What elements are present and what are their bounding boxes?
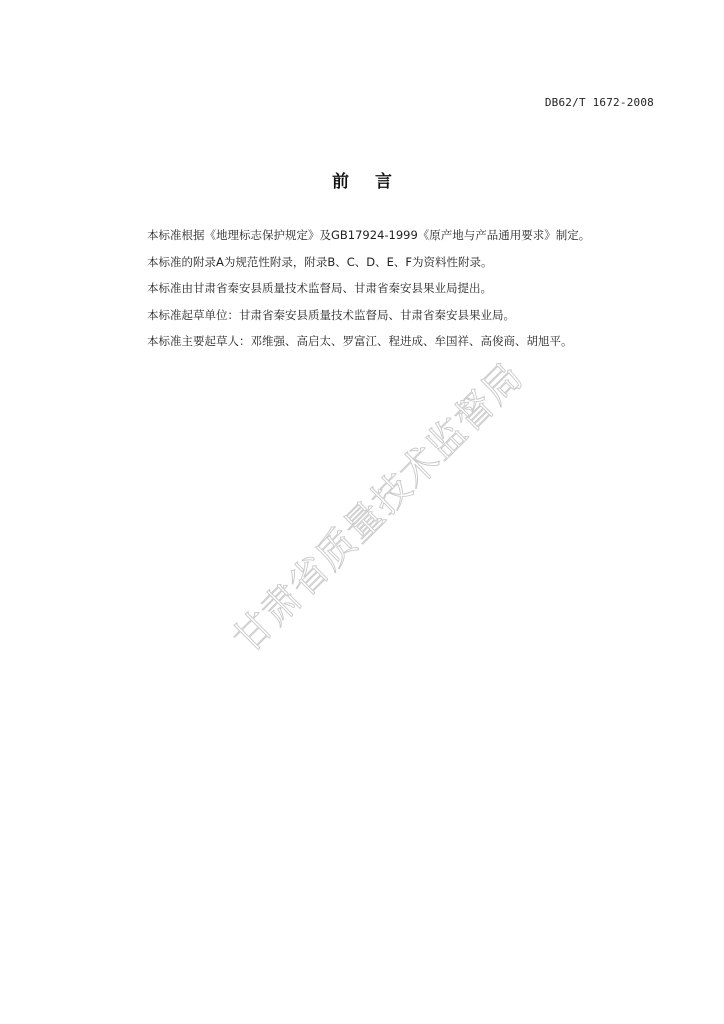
paragraph-drafting-units: 本标准起草单位：甘肃省秦安县质量技术监督局、甘肃省秦安县果业局。 [147, 307, 515, 322]
section-title-char-1: 前 [332, 172, 349, 192]
paragraph-proposer: 本标准由甘肃省秦安县质量技术监督局、甘肃省秦安县果业局提出。 [147, 281, 492, 295]
section-title-char-2: 言 [375, 172, 392, 192]
paragraph-appendices: 本标准的附录A为规范性附录，附录B、C、D、E、F为资料性附录。 [147, 254, 493, 269]
foreword-body [147, 222, 654, 355]
document-code: DB62/T 1672-2008 [544, 96, 654, 109]
section-title [0, 167, 724, 192]
paragraph-basis: 本标准根据《地理标志保护规定》及GB17924-1999《原产地与产品通用要求》制定。 [147, 228, 591, 242]
paragraph-drafters: 本标准主要起草人：邓维强、高启太、罗富江、程进成、牟国祥、高俊商、胡旭平。 [147, 334, 573, 348]
watermark: 甘肃省质量技术监督局 [224, 353, 532, 661]
